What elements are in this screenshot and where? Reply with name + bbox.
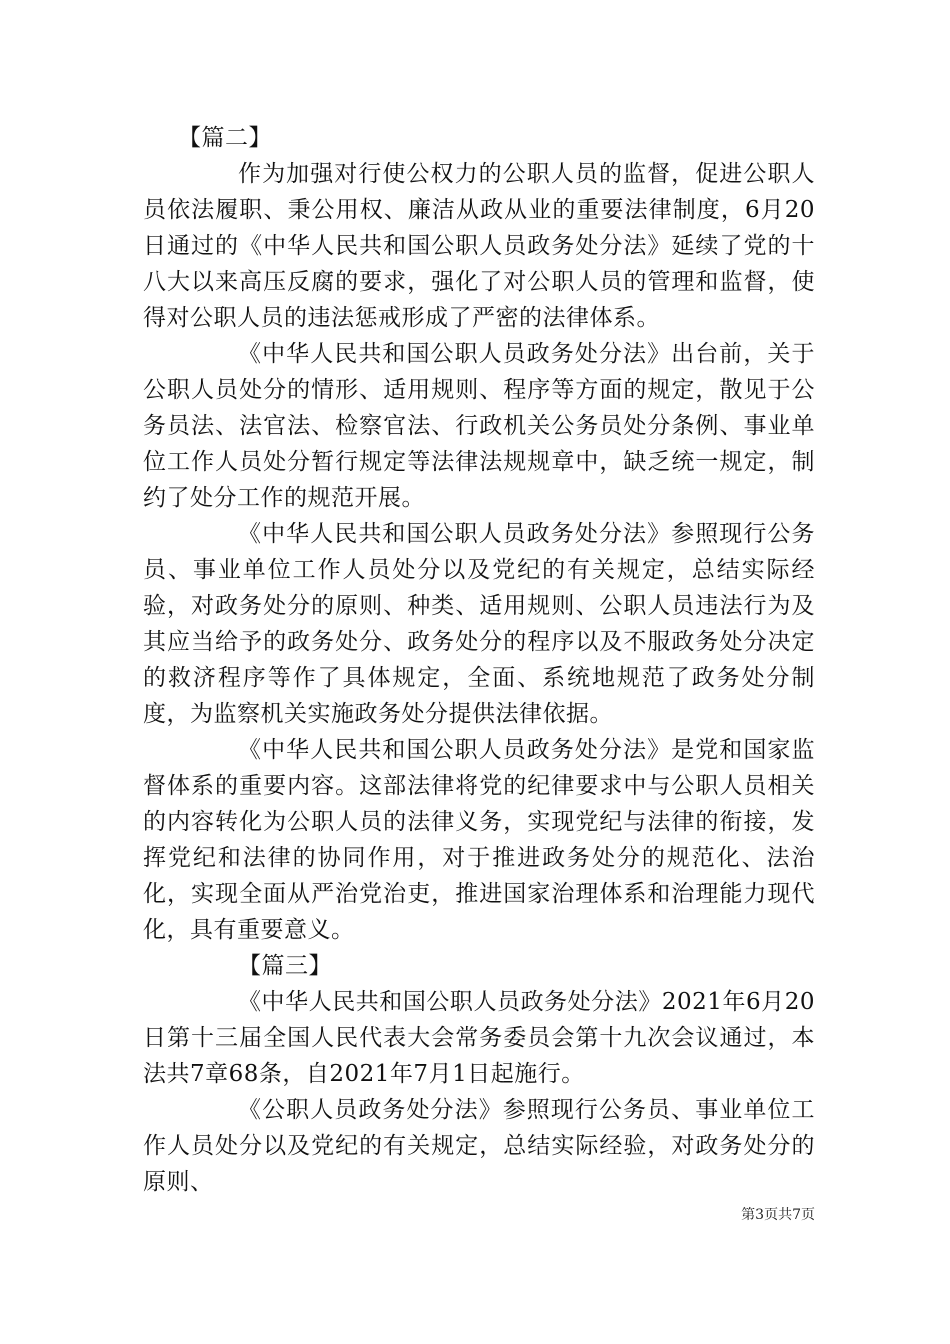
paragraph-2-3: 《中华人民共和国公职人员政务处分法》参照现行公务员、事业单位工作人员处分以及党纪的有关规定，总结实际经验，对政务处分的原则、种类、适用规则、公职人员违法行为及其应当给予的政务处分、政务处分的程序以及不服政务处分决定的救济程序等作了具体规定，全面、系统地规范了政务处分制度，为监察机关实施政务处分提供法律依据。 xyxy=(143,521,815,727)
section-heading-2: 【篇二】 xyxy=(178,125,272,151)
paragraph-2-1: 作为加强对行使公权力的公职人员的监督，促进公职人员依法履职、秉公用权、廉洁从政从业的重要法律制度，6月20日通过的《中华人民共和国公职人员政务处分法》延续了党的十八大以来高压反腐的要求，强化了对公职人员的管理和监督，使得对公职人员的违法惩戒形成了严密的法律体系。 xyxy=(143,161,815,331)
paragraph-2-4: 《中华人民共和国公职人员政务处分法》是党和国家监督体系的重要内容。这部法律将党的纪律要求中与公职人员相关的内容转化为公职人员的法律义务，实现党纪与法律的衔接，发挥党纪和法律的协同作用，对于推进政务处分的规范化、法治化，实现全面从严治党治吏，推进国家治理体系和治理能力现代化，具有重要意义。 xyxy=(143,737,815,943)
paragraph-2-2: 《中华人民共和国公职人员政务处分法》出台前，关于公职人员处分的情形、适用规则、程序等方面的规定，散见于公务员法、法官法、检察官法、行政机关公务员处分条例、事业单位工作人员处分暂行规定等法律法规规章中，缺乏统一规定，制约了处分工作的规范开展。 xyxy=(143,341,815,511)
paragraph-3-1: 《中华人民共和国公职人员政务处分法》2021年6月20日第十三届全国人民代表大会常务委员会第十九次会议通过，本法共7章68条，自2021年7月1日起施行。 xyxy=(143,989,815,1087)
paragraph-3-2: 《公职人员政务处分法》参照现行公务员、事业单位工作人员处分以及党纪的有关规定，总结实际经验，对政务处分的原则、 xyxy=(143,1097,815,1195)
document-body xyxy=(143,120,815,1200)
section-heading-3: 【篇三】 xyxy=(238,953,332,979)
page-number: 第3页共7页 xyxy=(741,1207,815,1223)
